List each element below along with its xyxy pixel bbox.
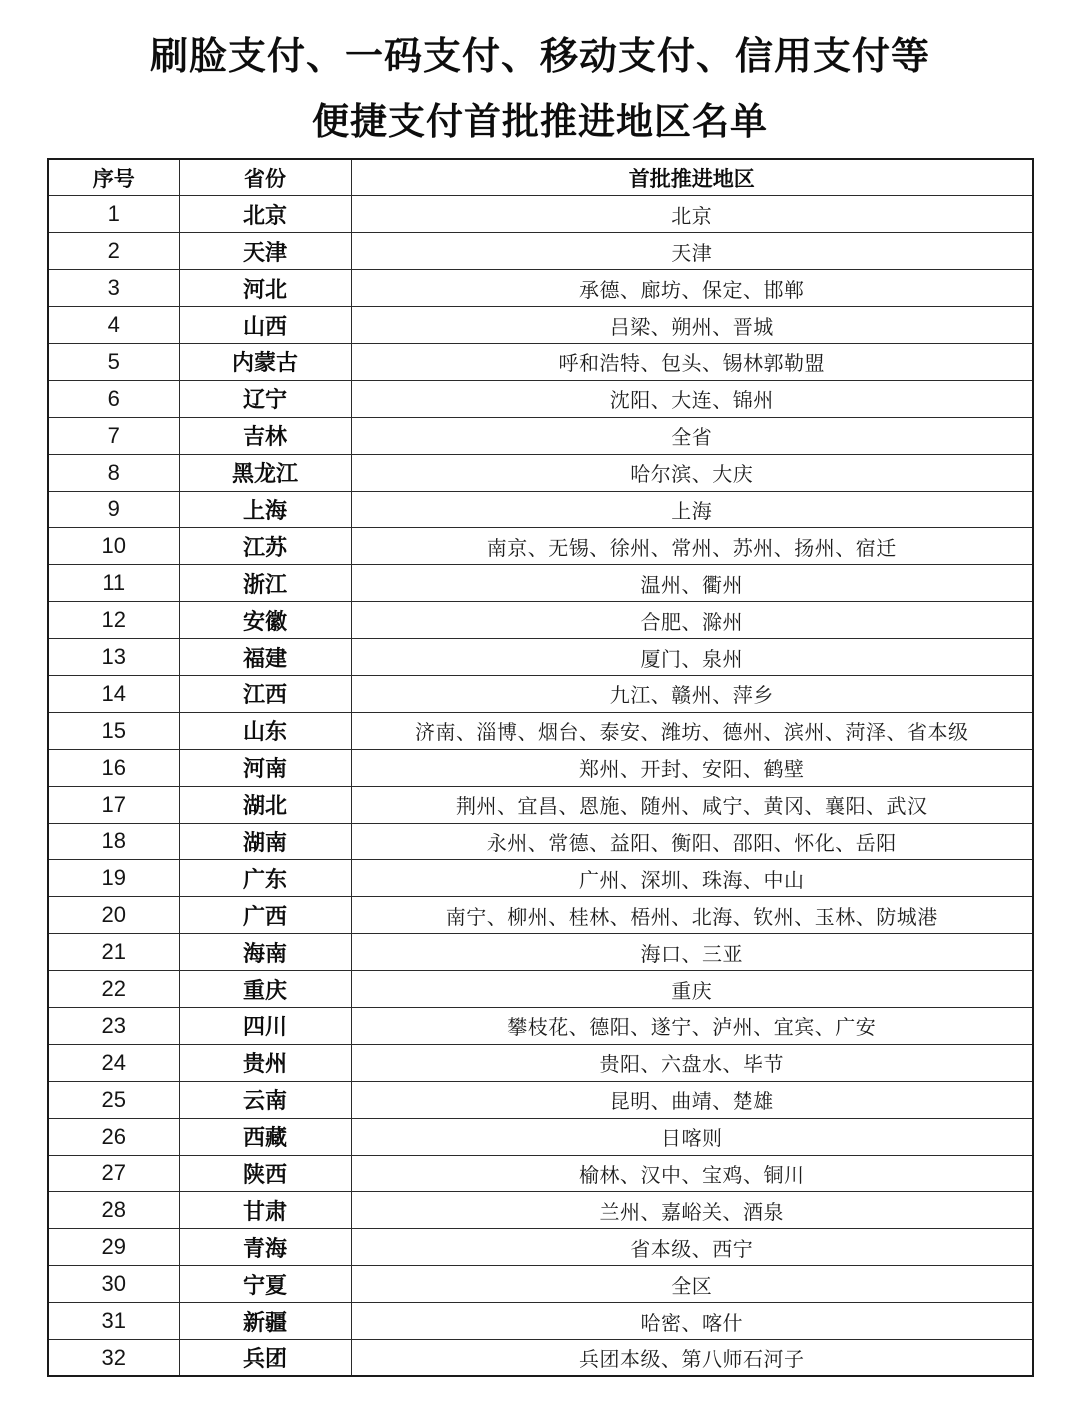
regions-cell: 兰州、嘉峪关、酒泉	[351, 1192, 1033, 1229]
table-row	[48, 1266, 1033, 1303]
regions-cell: 攀枝花、德阳、遂宁、泸州、宜宾、广安	[351, 1007, 1033, 1044]
table-header-row	[48, 159, 1033, 196]
regions-cell: 榆林、汉中、宝鸡、铜川	[351, 1155, 1033, 1192]
table-row	[48, 380, 1033, 417]
table-row	[48, 602, 1033, 639]
province-cell: 湖南	[179, 823, 351, 860]
regions-cell: 哈密、喀什	[351, 1303, 1033, 1340]
province-cell: 辽宁	[179, 380, 351, 417]
serial-number-cell: 27	[48, 1155, 179, 1192]
regions-cell: 海口、三亚	[351, 934, 1033, 971]
province-cell: 浙江	[179, 565, 351, 602]
province-cell: 内蒙古	[179, 343, 351, 380]
regions-cell: 昆明、曲靖、楚雄	[351, 1081, 1033, 1118]
regions-cell: 南京、无锡、徐州、常州、苏州、扬州、宿迁	[351, 528, 1033, 565]
table-row	[48, 1007, 1033, 1044]
regions-cell: 沈阳、大连、锦州	[351, 380, 1033, 417]
serial-number-cell: 4	[48, 307, 179, 344]
table-row	[48, 307, 1033, 344]
serial-number-cell: 2	[48, 233, 179, 270]
province-cell: 新疆	[179, 1303, 351, 1340]
serial-number-cell: 6	[48, 380, 179, 417]
table-row	[48, 860, 1033, 897]
regions-cell: 贵阳、六盘水、毕节	[351, 1044, 1033, 1081]
table-row	[48, 454, 1033, 491]
regions-cell: 省本级、西宁	[351, 1229, 1033, 1266]
table-row	[48, 528, 1033, 565]
table-row	[48, 1303, 1033, 1340]
document-title-line2: 便捷支付首批推进地区名单	[312, 102, 768, 143]
table-row	[48, 971, 1033, 1008]
serial-number-cell: 1	[48, 196, 179, 233]
regions-cell: 重庆	[351, 971, 1033, 1008]
regions-cell: 承德、廊坊、保定、邯郸	[351, 270, 1033, 307]
regions-cell: 全区	[351, 1266, 1033, 1303]
regions-cell: 吕梁、朔州、晋城	[351, 307, 1033, 344]
serial-number-cell: 19	[48, 860, 179, 897]
serial-number-cell: 16	[48, 749, 179, 786]
serial-number-cell: 30	[48, 1266, 179, 1303]
regions-cell: 日喀则	[351, 1118, 1033, 1155]
document-title-line1: 刷脸支付、一码支付、移动支付、信用支付等	[149, 36, 930, 78]
serial-number-cell: 12	[48, 602, 179, 639]
province-cell: 吉林	[179, 417, 351, 454]
table-row	[48, 823, 1033, 860]
regions-cell: 天津	[351, 233, 1033, 270]
province-cell: 黑龙江	[179, 454, 351, 491]
province-cell: 福建	[179, 639, 351, 676]
province-cell: 江苏	[179, 528, 351, 565]
table-row	[48, 934, 1033, 971]
table-row	[48, 1155, 1033, 1192]
serial-number-cell: 24	[48, 1044, 179, 1081]
province-cell: 贵州	[179, 1044, 351, 1081]
regions-cell: 九江、赣州、萍乡	[351, 675, 1033, 712]
province-cell: 重庆	[179, 971, 351, 1008]
serial-number-cell: 23	[48, 1007, 179, 1044]
table-row	[48, 491, 1033, 528]
header-first-batch-regions: 首批推进地区	[351, 159, 1033, 196]
regions-cell: 上海	[351, 491, 1033, 528]
regions-cell: 郑州、开封、安阳、鹤壁	[351, 749, 1033, 786]
serial-number-cell: 18	[48, 823, 179, 860]
table-row	[48, 196, 1033, 233]
province-cell: 山东	[179, 712, 351, 749]
province-cell: 湖北	[179, 786, 351, 823]
serial-number-cell: 15	[48, 712, 179, 749]
regions-cell: 哈尔滨、大庆	[351, 454, 1033, 491]
table-row	[48, 1118, 1033, 1155]
serial-number-cell: 22	[48, 971, 179, 1008]
province-cell: 安徽	[179, 602, 351, 639]
serial-number-cell: 31	[48, 1303, 179, 1340]
province-cell: 甘肃	[179, 1192, 351, 1229]
table-row	[48, 1044, 1033, 1081]
regions-cell: 北京	[351, 196, 1033, 233]
province-cell: 江西	[179, 675, 351, 712]
serial-number-cell: 28	[48, 1192, 179, 1229]
province-cell: 陕西	[179, 1155, 351, 1192]
table-row	[48, 417, 1033, 454]
table-row	[48, 786, 1033, 823]
serial-number-cell: 9	[48, 491, 179, 528]
serial-number-cell: 25	[48, 1081, 179, 1118]
table-row	[48, 343, 1033, 380]
regions-table	[47, 158, 1034, 1377]
table-row	[48, 233, 1033, 270]
serial-number-cell: 3	[48, 270, 179, 307]
table-row	[48, 1081, 1033, 1118]
province-cell: 西藏	[179, 1118, 351, 1155]
table-row	[48, 1340, 1033, 1377]
header-serial-number: 序号	[48, 159, 179, 196]
regions-cell: 广州、深圳、珠海、中山	[351, 860, 1033, 897]
table-row	[48, 1192, 1033, 1229]
province-cell: 海南	[179, 934, 351, 971]
regions-cell: 合肥、滁州	[351, 602, 1033, 639]
table-row	[48, 712, 1033, 749]
province-cell: 北京	[179, 196, 351, 233]
serial-number-cell: 5	[48, 343, 179, 380]
serial-number-cell: 29	[48, 1229, 179, 1266]
province-cell: 山西	[179, 307, 351, 344]
serial-number-cell: 26	[48, 1118, 179, 1155]
table-row	[48, 675, 1033, 712]
regions-cell: 南宁、柳州、桂林、梧州、北海、钦州、玉林、防城港	[351, 897, 1033, 934]
serial-number-cell: 8	[48, 454, 179, 491]
regions-cell: 全省	[351, 417, 1033, 454]
province-cell: 天津	[179, 233, 351, 270]
province-cell: 河北	[179, 270, 351, 307]
province-cell: 青海	[179, 1229, 351, 1266]
serial-number-cell: 20	[48, 897, 179, 934]
regions-cell: 荆州、宜昌、恩施、随州、咸宁、黄冈、襄阳、武汉	[351, 786, 1033, 823]
province-cell: 上海	[179, 491, 351, 528]
regions-cell: 济南、淄博、烟台、泰安、潍坊、德州、滨州、菏泽、省本级	[351, 712, 1033, 749]
serial-number-cell: 10	[48, 528, 179, 565]
table-row	[48, 749, 1033, 786]
regions-cell: 兵团本级、第八师石河子	[351, 1340, 1033, 1377]
province-cell: 宁夏	[179, 1266, 351, 1303]
table-row	[48, 270, 1033, 307]
serial-number-cell: 17	[48, 786, 179, 823]
serial-number-cell: 13	[48, 639, 179, 676]
table-row	[48, 639, 1033, 676]
header-province: 省份	[179, 159, 351, 196]
serial-number-cell: 14	[48, 675, 179, 712]
province-cell: 四川	[179, 1007, 351, 1044]
serial-number-cell: 21	[48, 934, 179, 971]
table-row	[48, 897, 1033, 934]
table-row	[48, 1229, 1033, 1266]
regions-cell: 呼和浩特、包头、锡林郭勒盟	[351, 343, 1033, 380]
province-cell: 广西	[179, 897, 351, 934]
province-cell: 河南	[179, 749, 351, 786]
regions-cell: 厦门、泉州	[351, 639, 1033, 676]
regions-cell: 永州、常德、益阳、衡阳、邵阳、怀化、岳阳	[351, 823, 1033, 860]
serial-number-cell: 11	[48, 565, 179, 602]
province-cell: 云南	[179, 1081, 351, 1118]
serial-number-cell: 32	[48, 1340, 179, 1377]
province-cell: 广东	[179, 860, 351, 897]
regions-cell: 温州、衢州	[351, 565, 1033, 602]
serial-number-cell: 7	[48, 417, 179, 454]
table-row	[48, 565, 1033, 602]
province-cell: 兵团	[179, 1340, 351, 1377]
